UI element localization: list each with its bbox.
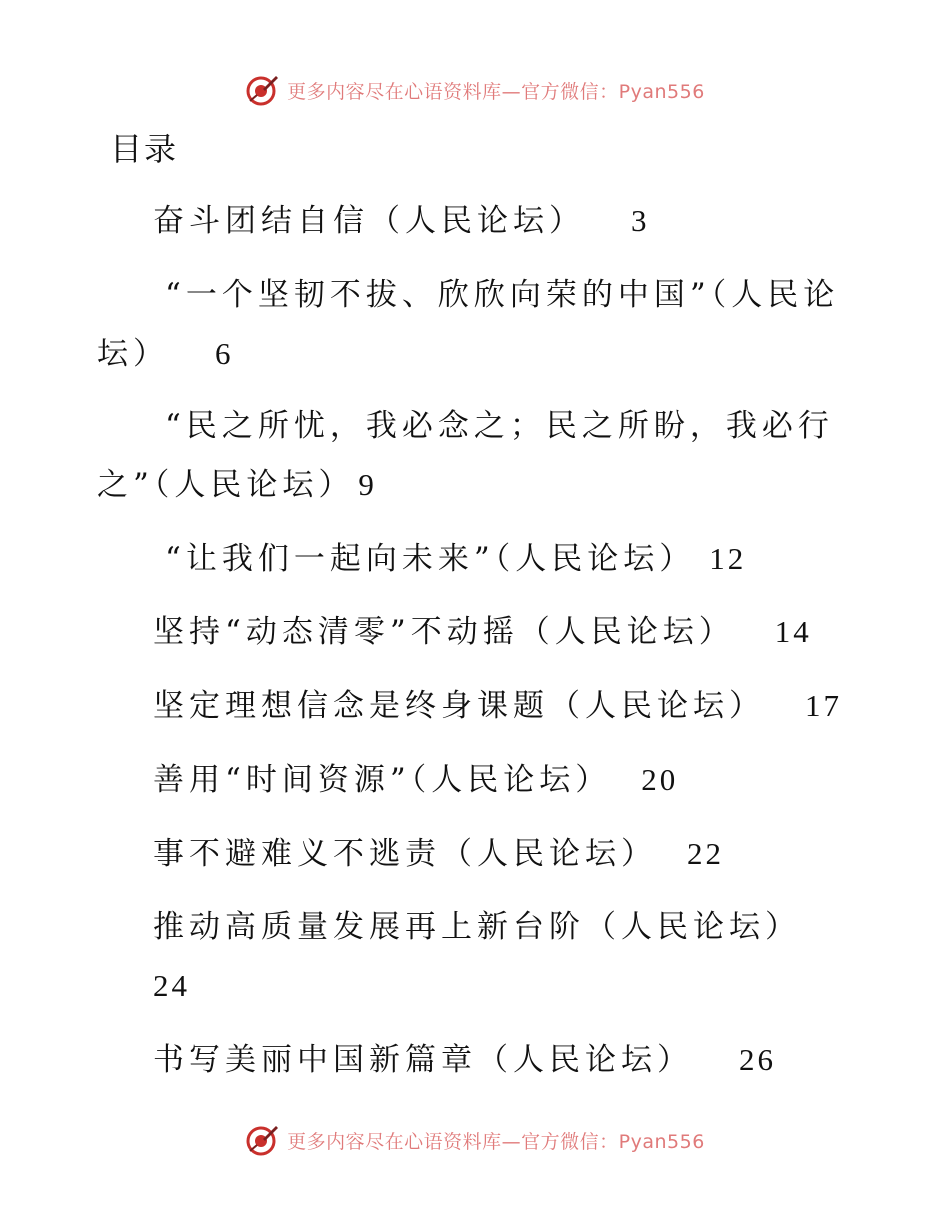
watermark-text: 更多内容尽在心语资料库—官方微信：Pyan556 (287, 80, 705, 103)
header-watermark (0, 70, 950, 110)
toc-entry-line (165, 408, 834, 444)
toc-entry-page: 3 (631, 203, 650, 238)
toc-entry-page: 20 (641, 762, 679, 797)
toc-entry-page: 12 (709, 541, 747, 576)
toc-entry (153, 205, 650, 237)
toc-entry (153, 764, 678, 796)
toc-entry-title-cont: 之”（人民论坛） (97, 467, 355, 503)
toc-entry-line (153, 909, 801, 945)
toc-entry-title: “一个坚韧不拔、欣欣向荣的中国”（人民论 (165, 277, 840, 313)
toc-entry-title: 善用“时间资源”（人民论坛） (153, 762, 612, 798)
pen-logo-icon (245, 1123, 279, 1157)
toc-entry-title: 奋斗团结自信（人民论坛） (153, 203, 585, 239)
toc-entry (153, 1044, 776, 1076)
toc-entry-line (153, 970, 190, 1002)
toc-entry-page: 17 (805, 688, 842, 723)
footer-watermark (0, 1120, 950, 1160)
toc-entry-page: 24 (153, 968, 190, 1003)
toc-entry-title: “让我们一起向未来”（人民论坛） (165, 541, 696, 577)
toc-entry-page: 26 (739, 1042, 776, 1077)
toc-entry-page: 22 (687, 836, 724, 871)
watermark-text: 更多内容尽在心语资料库—官方微信：Pyan556 (287, 1130, 705, 1153)
toc-entry-page: 9 (358, 467, 377, 502)
toc-entry-title: 坚定理想信念是终身课题（人民论坛） (153, 688, 765, 724)
toc-entry (153, 838, 724, 870)
toc-entry (165, 543, 746, 575)
toc-entry-page: 14 (774, 614, 812, 649)
toc-title: 目录 (110, 130, 179, 168)
toc-entry (153, 690, 842, 722)
toc-entry-line (165, 277, 840, 313)
toc-entry-page: 6 (215, 336, 234, 371)
toc-entry-line (97, 338, 234, 370)
toc-entry (153, 616, 812, 648)
toc-entry-title: 事不避难义不逃责（人民论坛） (153, 836, 657, 872)
toc-entry-title: 书写美丽中国新篇章（人民论坛） (153, 1042, 693, 1078)
toc-entry-title: 推动高质量发展再上新台阶（人民论坛） (153, 909, 801, 945)
toc-entry-line (97, 469, 377, 501)
toc-entry-title: 坚持“动态清零”不动摇（人民论坛） (153, 614, 735, 650)
pen-logo-icon (245, 73, 279, 107)
toc-entry-title-cont: 坛） (97, 336, 169, 372)
toc-entry-title: “民之所忧，我必念之；民之所盼，我必行 (165, 408, 834, 444)
